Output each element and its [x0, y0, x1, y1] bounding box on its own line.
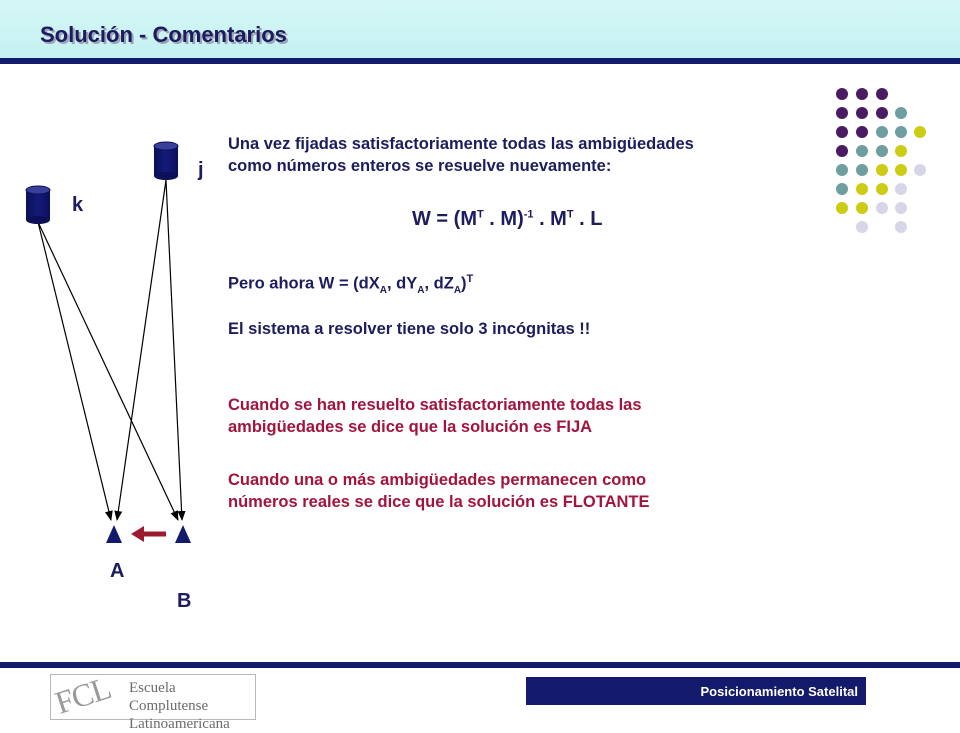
school-logo: [50, 669, 256, 732]
pero-part: ): [461, 274, 467, 293]
logo-line-2: Latinoamericana: [129, 716, 230, 732]
page-title: Solución - Comentarios: [40, 22, 287, 47]
satellite-k-icon: [26, 186, 50, 224]
flotante-text: [228, 469, 649, 513]
pero-sub: A: [417, 284, 425, 296]
station-b-icon: [175, 525, 191, 543]
arrow-b-to-a-icon: [131, 526, 166, 542]
signal-line-j-to-a: [117, 180, 166, 520]
station-a-icon: [106, 525, 122, 543]
pero-sub: A: [453, 284, 462, 296]
formula-sup: -1: [523, 208, 534, 221]
fija-text: [228, 394, 642, 438]
formula-sup: T: [566, 208, 574, 221]
signal-line-k-to-a: [38, 222, 111, 520]
footer-divider: [0, 662, 960, 668]
intro-line-2: como números enteros se resuelve nuevamente:: [228, 157, 612, 175]
formula-part: . M): [483, 208, 524, 230]
pero-sub: A: [379, 284, 387, 296]
formula-part: . M: [533, 208, 567, 230]
intro-text: [228, 133, 694, 177]
satellite-j-label: j: [198, 159, 204, 181]
pero-ahora-text: [228, 268, 473, 302]
least-squares-formula: [412, 208, 602, 231]
signal-line-k-to-b: [38, 222, 178, 520]
pero-part: , dZ: [424, 274, 454, 293]
fija-line-1: Cuando se han resuelto satisfactoriamente todas las: [228, 396, 642, 414]
pero-part: Pero ahora W = (dX: [228, 274, 380, 293]
sistema-text: El sistema a resolver tiene solo 3 incógnitas !!: [228, 320, 591, 338]
pero-sup: T: [466, 273, 474, 285]
logo-line-1: Escuela Complutense: [129, 680, 209, 714]
satellite-k-label: k: [72, 194, 84, 216]
pero-part: , dY: [386, 274, 418, 293]
formula-part: . L: [573, 208, 603, 230]
logo-name: [129, 679, 255, 733]
satellite-j-icon: [154, 142, 178, 180]
signal-line-j-to-b: [166, 180, 182, 520]
flotante-line-1: Cuando una o más ambigüedades permanecen como: [228, 471, 647, 489]
logo-monogram: FCL: [50, 669, 115, 721]
fija-line-2: ambigüedades se dice que la solución es FIJA: [228, 418, 593, 436]
station-b-label: B: [177, 590, 192, 612]
formula-part: W = (M: [412, 208, 477, 230]
station-a-label: A: [110, 560, 125, 582]
formula-sup: T: [477, 208, 484, 221]
flotante-line-2: números reales se dice que la solución es FLOTANTE: [228, 493, 650, 511]
footer-course-badge: Posicionamiento Satelital: [526, 677, 866, 705]
intro-line-1: Una vez fijadas satisfactoriamente todas las ambigüedades: [228, 135, 694, 153]
